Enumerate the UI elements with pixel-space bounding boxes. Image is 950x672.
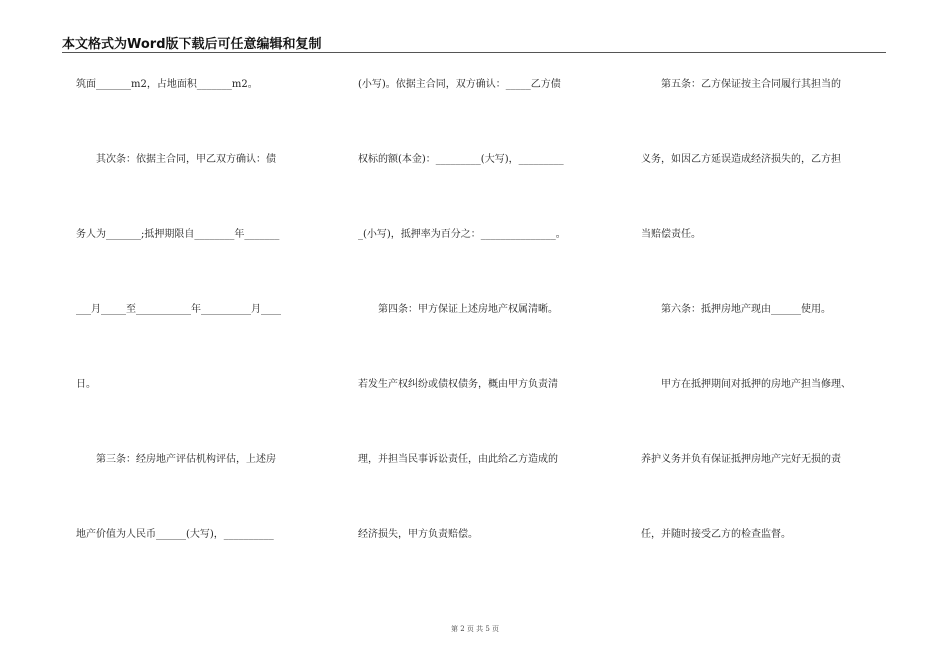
text-line: 经济损失，甲方负责赔偿。 <box>358 529 478 540</box>
text-line: 义务，如因乙方延误造成经济损失的，乙方担 <box>641 154 841 165</box>
text-line: 当赔偿责任。 <box>641 229 701 240</box>
text-line: 其次条：依据主合同，甲乙双方确认：债 <box>76 154 276 165</box>
text-column-1 <box>76 76 321 601</box>
text-line: 第三条：经房地产评估机构评估，上述房 <box>76 454 276 465</box>
text-line: 理，并担当民事诉讼责任，由此给乙方造成的 <box>358 454 558 465</box>
text-line: (小写)。依据主合同，双方确认：_____乙方债 <box>358 79 561 90</box>
text-line: 养护义务并负有保证抵押房地产完好无损的责 <box>641 454 841 465</box>
text-line: _(小写)，抵押率为百分之：_______________。 <box>358 229 566 240</box>
text-line: 第四条：甲方保证上述房地产权属清晰。 <box>358 304 558 315</box>
text-line: 日。 <box>76 379 96 390</box>
text-line: 筑面_______m2，占地面积_______m2。 <box>76 79 258 90</box>
text-column-3 <box>641 76 889 601</box>
text-line: 甲方在抵押期间对抵押的房地产担当修理、 <box>641 379 851 390</box>
text-line: 务人为_______;抵押期限自________年_______ <box>76 229 280 240</box>
text-column-2 <box>358 76 603 601</box>
page-number-footer: 第 2 页 共 5 页 <box>450 625 500 633</box>
text-line: 若发生产权纠纷或债权债务，概由甲方负责清 <box>358 379 558 390</box>
text-line: 第六条：抵押房地产现由______使用。 <box>641 304 831 315</box>
text-line: 任，并随时接受乙方的检查监督。 <box>641 529 791 540</box>
text-line: 地产价值为人民币______(大写)，__________ <box>76 529 274 540</box>
header-divider <box>62 52 886 53</box>
text-line: 权标的额(本金)：_________(大写)，_________ <box>358 154 564 165</box>
text-line: ___月_____至___________年__________月____ <box>76 304 281 315</box>
document-header-title: 本文格式为Word版下载后可任意编辑和复制 <box>62 37 322 52</box>
text-line: 第五条：乙方保证按主合同履行其担当的 <box>641 79 841 90</box>
